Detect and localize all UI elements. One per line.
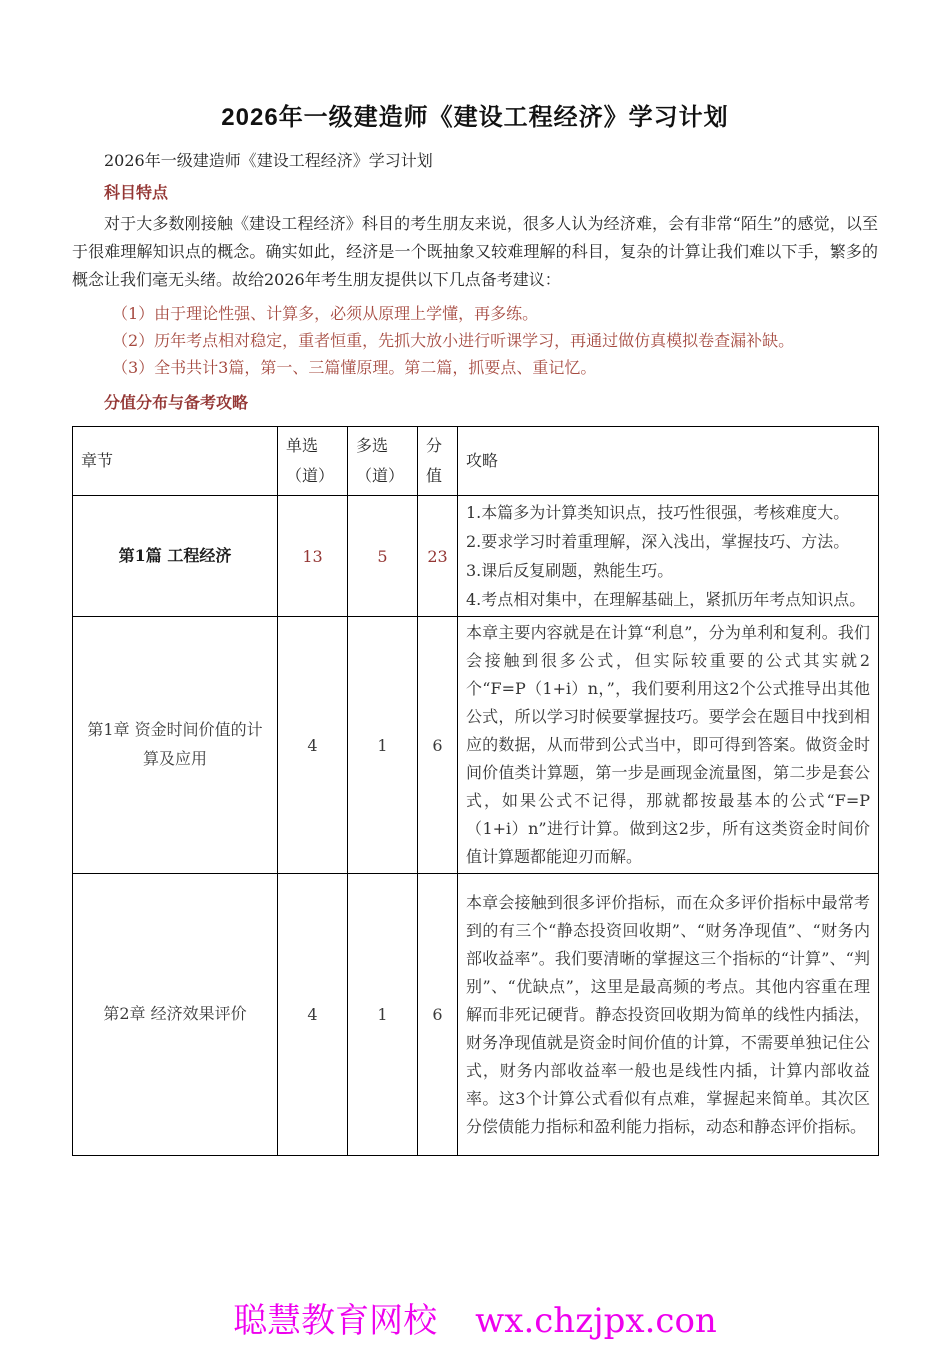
strategy-cell: [458, 496, 879, 617]
chapter-cell: 第1篇 工程经济: [73, 496, 278, 617]
strategy-line-1: 1.本篇多为计算类知识点，技巧性很强，考核难度大。: [466, 503, 850, 522]
section-heading-score-strategy: 分值分布与备考攻略: [104, 393, 249, 412]
single-choice-cell: 4: [278, 874, 348, 1156]
table-row-chapter1: [73, 617, 879, 874]
multi-choice-cell: 5: [348, 496, 418, 617]
footer-brand-name: 聪慧教育网校: [233, 1301, 438, 1341]
strategy-paragraph: 本章会接触到很多评价指标，而在众多评价指标中最常考到的有三个“静态投资回收期”、“财务净现值”、“财务内部收益率”。我们要清晰的掌握这三个指标的“计算”、“判别”、“优缺点”，这里是最高频的考点。其他内容重在理解而非死记硬背。静态投资回收期为简单的线性内插法，财务净现值就是资金时间价值的计算，不需要单独记住公式，财务内部收益率一般也是线性内插，计算内部收益率。这3个计算公式看似有点难，掌握起来简单。其次区分偿债能力指标和盈利能力指标，动态和静态评价指标。: [466, 892, 870, 1136]
strategy-line-4: 4.考点相对集中，在理解基础上，紧抓历年考点知识点。: [466, 590, 866, 609]
footer-url: wx.chzjpx.con: [475, 1301, 717, 1341]
column-header-single-choice: 单选（道）: [278, 427, 348, 496]
score-cell: 6: [418, 874, 458, 1156]
single-choice-cell: 4: [278, 617, 348, 874]
suggestion-item-2: （2）历年考点相对稳定，重者恒重，先抓大放小进行听课学习，再通过做仿真模拟卷查漏补缺。: [112, 331, 795, 350]
multi-choice-cell: 1: [348, 874, 418, 1156]
score-cell: 23: [418, 496, 458, 617]
chapter-cell: 第2章 经济效果评价: [73, 874, 278, 1156]
table-header-row: [73, 427, 879, 496]
table-row-chapter2: [73, 874, 879, 1156]
column-header-chapter: 章节: [73, 427, 278, 496]
strategy-paragraph: 本章主要内容就是在计算“利息”，分为单利和复利。我们会接触到很多公式，但实际较重要的公式其实就2个“F=P（1+i）n，”，我们要利用这2个公式推导出其他公式，所以学习时候要掌握技巧。要学会在题目中找到相应的数据，从而带到公式当中，即可得到答案。做资金时间价值类计算题，第一步是画现金流量图，第二步是套公式，如果公式不记得，那就都按最基本的公式“F=P（1+i）n”进行计算。做到这2步，所有这类资金时间价值计算题都能迎刃而解。: [466, 623, 870, 866]
strategy-cell: [458, 874, 879, 1156]
column-header-score: 分值: [418, 427, 458, 496]
intro-paragraph: 对于大多数刚接触《建设工程经济》科目的考生朋友来说，很多人认为经济难，会有非常“陌生”的感觉，以至于很难理解知识点的概念。确实如此，经济是一个既抽象又较难理解的科目，复杂的计算让我们难以下手，繁多的概念让我们毫无头绪。故给2026年考生朋友提供以下几点备考建议：: [72, 214, 878, 289]
column-header-strategy: 攻略: [458, 427, 879, 496]
section-heading-subject-features: 科目特点: [104, 183, 169, 202]
score-cell: 6: [418, 617, 458, 874]
strategy-line-3: 3.课后反复刷题，熟能生巧。: [466, 561, 674, 580]
single-choice-cell: 13: [278, 496, 348, 617]
strategy-line-2: 2.要求学习时着重理解，深入浅出，掌握技巧、方法。: [466, 532, 850, 551]
footer-watermark: [0, 1293, 950, 1342]
page-title: 2026年一级建造师《建设工程经济》学习计划: [221, 104, 729, 131]
table-row-part1: [73, 496, 879, 617]
column-header-multi-choice: 多选（道）: [348, 427, 418, 496]
suggestion-item-3: （3）全书共计3篇，第一、三篇懂原理。第二篇，抓要点、重记忆。: [112, 358, 597, 377]
suggestion-item-1: （1）由于理论性强、计算多，必须从原理上学懂，再多练。: [112, 304, 539, 323]
document-subtitle: 2026年一级建造师《建设工程经济》学习计划: [104, 151, 433, 170]
chapter-cell: 第1章 资金时间价值的计算及应用: [73, 617, 278, 874]
multi-choice-cell: 1: [348, 617, 418, 874]
strategy-cell: [458, 617, 879, 874]
suggestions-list: [72, 300, 878, 381]
score-distribution-table: [72, 426, 879, 1156]
